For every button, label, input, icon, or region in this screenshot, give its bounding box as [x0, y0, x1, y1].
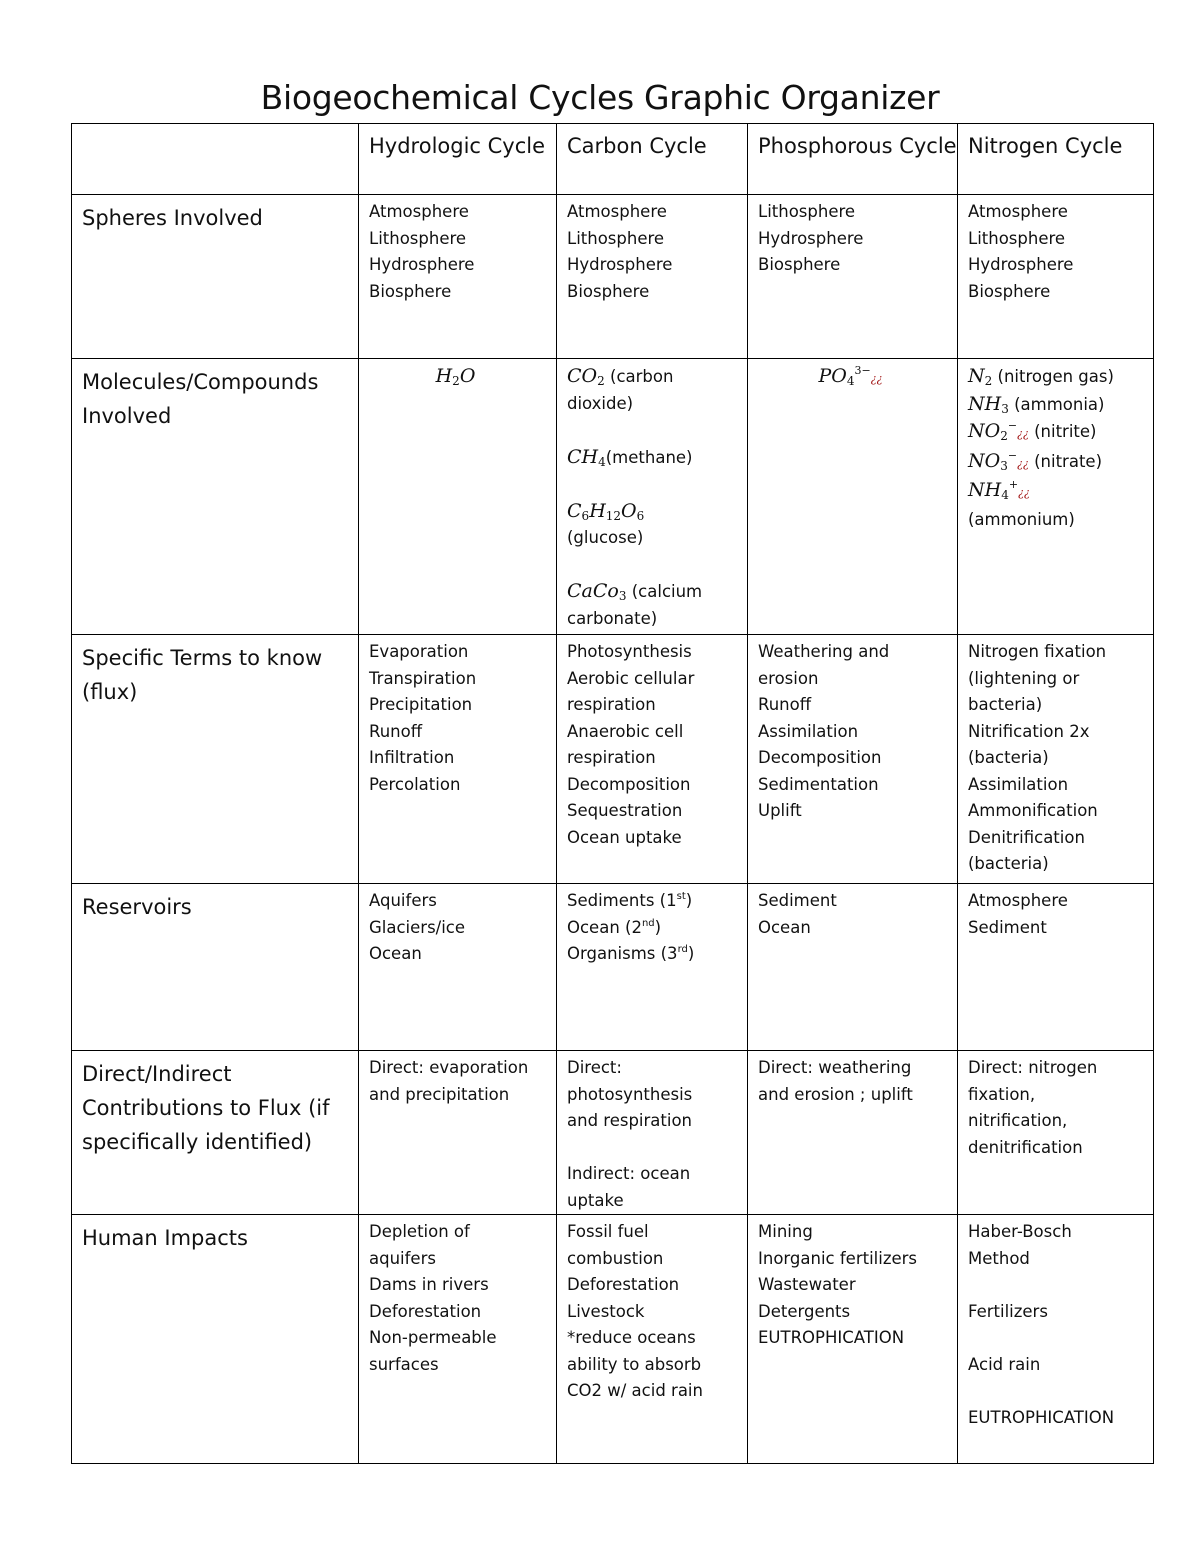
list-item: Direct: evaporation: [369, 1058, 529, 1077]
list-item: and erosion ; uplift: [758, 1084, 913, 1104]
list-item: bacteria): [968, 695, 1043, 714]
list-item: Indirect: ocean: [567, 1164, 691, 1183]
list-item: Sedimentation: [758, 774, 879, 794]
formula-glucose-desc: (glucose): [567, 528, 644, 547]
list-item: erosion: [758, 668, 819, 688]
list-item: Uplift: [758, 801, 802, 820]
row-reservoirs: [72, 884, 1154, 1051]
page-title: Biogeochemical Cycles Graphic Organizer: [260, 78, 940, 117]
list-item: Fossil fuel: [567, 1222, 649, 1241]
list-item: Decomposition: [758, 748, 882, 767]
formula-phosphate: $PO_4^{3-}¿¿$: [818, 364, 883, 388]
cell-spheres-phosphorous: [748, 195, 958, 359]
list-item: Nitrification 2x: [968, 721, 1090, 741]
list-item: Direct: nitrogen: [968, 1058, 1098, 1077]
row-molecules: [72, 359, 1154, 635]
list-item: Hydrosphere: [369, 255, 475, 274]
list-item: fixation,: [968, 1084, 1036, 1104]
list-item: Hydrosphere: [567, 255, 673, 274]
list-item: Acid rain: [968, 1354, 1041, 1374]
list-item: Direct: weathering: [758, 1058, 912, 1077]
row-label-reservoirs: Reservoirs: [72, 884, 359, 1051]
list-item: Ocean uptake: [567, 827, 682, 847]
list-item: ability to absorb: [567, 1354, 702, 1374]
list-item: Deforestation: [369, 1301, 482, 1321]
cell-human-hydrologic: [359, 1215, 557, 1464]
list-item: Atmosphere: [968, 891, 1068, 910]
cell-terms-phosphorous: [748, 635, 958, 884]
cell-reservoirs-hydrologic: [359, 884, 557, 1051]
list-item: Runoff: [369, 721, 423, 741]
cell-spheres-nitrogen: [958, 195, 1154, 359]
list-item: combustion: [567, 1248, 664, 1268]
list-item: Dams in rivers: [369, 1275, 489, 1294]
cell-molecules-nitrogen: [958, 359, 1154, 635]
list-item: and precipitation: [369, 1084, 510, 1104]
list-item: Atmosphere: [968, 202, 1068, 221]
formula-water: $H_2O$: [435, 365, 476, 388]
row-human-impacts: [72, 1215, 1154, 1464]
list-item: Non-permeable: [369, 1328, 497, 1347]
list-item: Haber-Bosch: [968, 1222, 1072, 1241]
list-item: Percolation: [369, 774, 461, 794]
cell-terms-nitrogen: [958, 635, 1154, 884]
list-item: Anaerobic cell: [567, 721, 684, 741]
list-item: Transpiration: [369, 668, 477, 688]
list-item: Biosphere: [968, 281, 1051, 301]
row-label-spheres: Spheres Involved: [72, 195, 359, 359]
list-item: *reduce oceans: [567, 1328, 696, 1347]
list-item: respiration: [567, 748, 656, 767]
list-item: respiration: [567, 695, 656, 714]
list-item: Wastewater: [758, 1275, 856, 1294]
list-item: CO2 w/ acid rain: [567, 1381, 703, 1400]
row-spheres: [72, 195, 1154, 359]
corner-cell: [72, 124, 359, 195]
list-item: Inorganic fertilizers: [758, 1248, 918, 1268]
row-label-human-impacts: Human Impacts: [72, 1215, 359, 1464]
list-item: Livestock: [567, 1301, 645, 1321]
list-item: Hydrosphere: [758, 228, 864, 248]
list-item: Direct:: [567, 1058, 622, 1077]
cell-contributions-phosphorous: [748, 1051, 958, 1215]
list-item: Nitrogen fixation: [968, 642, 1107, 661]
list-item: Atmosphere: [567, 202, 667, 221]
list-item: Ocean: [758, 917, 811, 937]
list-item: Sediment: [758, 891, 837, 910]
list-item: aquifers: [369, 1248, 436, 1268]
column-header-carbon: Carbon Cycle: [557, 124, 748, 195]
list-item: Lithosphere: [369, 228, 467, 248]
cell-molecules-hydrologic: [359, 359, 557, 635]
cell-spheres-carbon: [557, 195, 748, 359]
list-item: (bacteria): [968, 748, 1049, 767]
list-item: Infiltration: [369, 748, 455, 767]
list-item: Mining: [758, 1222, 813, 1241]
cell-terms-carbon: [557, 635, 748, 884]
list-item: Detergents: [758, 1301, 851, 1321]
list-item: EUTROPHICATION: [758, 1328, 905, 1347]
list-item: Depletion of: [369, 1222, 470, 1241]
list-item: surfaces: [369, 1354, 439, 1374]
row-label-contributions: Direct/Indirect Contributions to Flux (if specifically identified): [72, 1051, 359, 1215]
list-item: Biosphere: [369, 281, 452, 301]
cell-molecules-phosphorous: [748, 359, 958, 635]
row-terms: [72, 635, 1154, 884]
cell-human-phosphorous: [748, 1215, 958, 1464]
cell-molecules-carbon: [557, 359, 748, 635]
cell-human-nitrogen: [958, 1215, 1154, 1464]
formula-co2-desc: dioxide): [567, 393, 634, 413]
column-header-phosphorous: Phosphorous Cycle: [748, 124, 958, 195]
formula-nh4-line: $NH_4^+¿¿$: [968, 478, 1030, 502]
list-item: Lithosphere: [758, 202, 856, 221]
cell-spheres-hydrologic: [359, 195, 557, 359]
cell-contributions-carbon: [557, 1051, 748, 1215]
list-item: Lithosphere: [567, 228, 665, 248]
formula-no3-line: $NO_3^-¿¿$ (nitrate): [968, 448, 1103, 473]
list-item: denitrification: [968, 1137, 1083, 1157]
formula-caco3-line: CaCo$_3$ (calcium: [567, 580, 703, 603]
list-item: uptake: [567, 1190, 624, 1210]
row-contributions: [72, 1051, 1154, 1215]
column-header-nitrogen: Nitrogen Cycle: [958, 124, 1154, 195]
list-item: Ocean (2nd): [567, 917, 662, 937]
list-item: Runoff: [758, 695, 812, 714]
cell-human-carbon: [557, 1215, 748, 1464]
list-item: nitrification,: [968, 1111, 1068, 1130]
formula-ch4-line: $CH_4(methane)$: [567, 445, 693, 469]
list-item: Deforestation: [567, 1275, 680, 1294]
list-item: Weathering and: [758, 642, 890, 661]
list-item: and respiration: [567, 1111, 693, 1130]
list-item: Sequestration: [567, 801, 683, 820]
list-item: Aquifers: [369, 891, 437, 910]
list-item: Decomposition: [567, 774, 691, 794]
list-item: (lightening or: [968, 668, 1080, 688]
list-item: Assimilation: [758, 721, 859, 741]
cell-contributions-nitrogen: [958, 1051, 1154, 1215]
list-item: photosynthesis: [567, 1084, 693, 1104]
cell-reservoirs-phosphorous: [748, 884, 958, 1051]
list-item: Method: [968, 1248, 1030, 1268]
cell-terms-hydrologic: [359, 635, 557, 884]
formula-glucose-line: $C_6H_{12}O_6$: [567, 499, 645, 523]
formula-co2-line: $CO_2$ (carbon: [567, 365, 674, 388]
list-item: Assimilation: [968, 774, 1069, 794]
graphic-organizer-table: [71, 123, 1154, 1464]
formula-no2-line: $NO_2^-¿¿$ (nitrite): [968, 419, 1097, 443]
list-item: Aerobic cellular: [567, 668, 695, 688]
formula-n2-line: $N_2$ (nitrogen gas): [968, 365, 1114, 388]
cell-reservoirs-nitrogen: [958, 884, 1154, 1051]
list-item: Ammonification: [968, 801, 1098, 820]
cell-reservoirs-carbon: [557, 884, 748, 1051]
list-item: (bacteria): [968, 854, 1049, 873]
list-item: Sediments (1st): [567, 891, 693, 910]
list-item: Glaciers/ice: [369, 917, 466, 937]
list-item: Fertilizers: [968, 1301, 1048, 1321]
list-item: Hydrosphere: [968, 255, 1074, 274]
formula-nh3-line: $NH_3$ (ammonia): [968, 392, 1105, 416]
list-item: Atmosphere: [369, 202, 469, 221]
row-label-terms: Specific Terms to know (flux): [72, 635, 359, 884]
list-item: Ocean: [369, 944, 422, 963]
cell-contributions-hydrologic: [359, 1051, 557, 1215]
list-item: EUTROPHICATION: [968, 1407, 1115, 1427]
list-item: Lithosphere: [968, 228, 1066, 248]
formula-caco3-desc: carbonate): [567, 608, 658, 628]
list-item: Sediment: [968, 917, 1047, 937]
header-row: [72, 124, 1154, 195]
list-item: Precipitation: [369, 695, 473, 714]
row-label-molecules: Molecules/Compounds Involved: [72, 359, 359, 635]
list-item: Biosphere: [567, 281, 650, 301]
list-item: Biosphere: [758, 255, 841, 274]
formula-nh4-desc: (ammonium): [968, 509, 1075, 529]
list-item: Photosynthesis: [567, 642, 692, 661]
list-item: Evaporation: [369, 642, 469, 661]
column-header-hydrologic: Hydrologic Cycle: [359, 124, 557, 195]
list-item: Denitrification: [968, 827, 1085, 847]
list-item: Organisms (3rd): [567, 944, 695, 963]
